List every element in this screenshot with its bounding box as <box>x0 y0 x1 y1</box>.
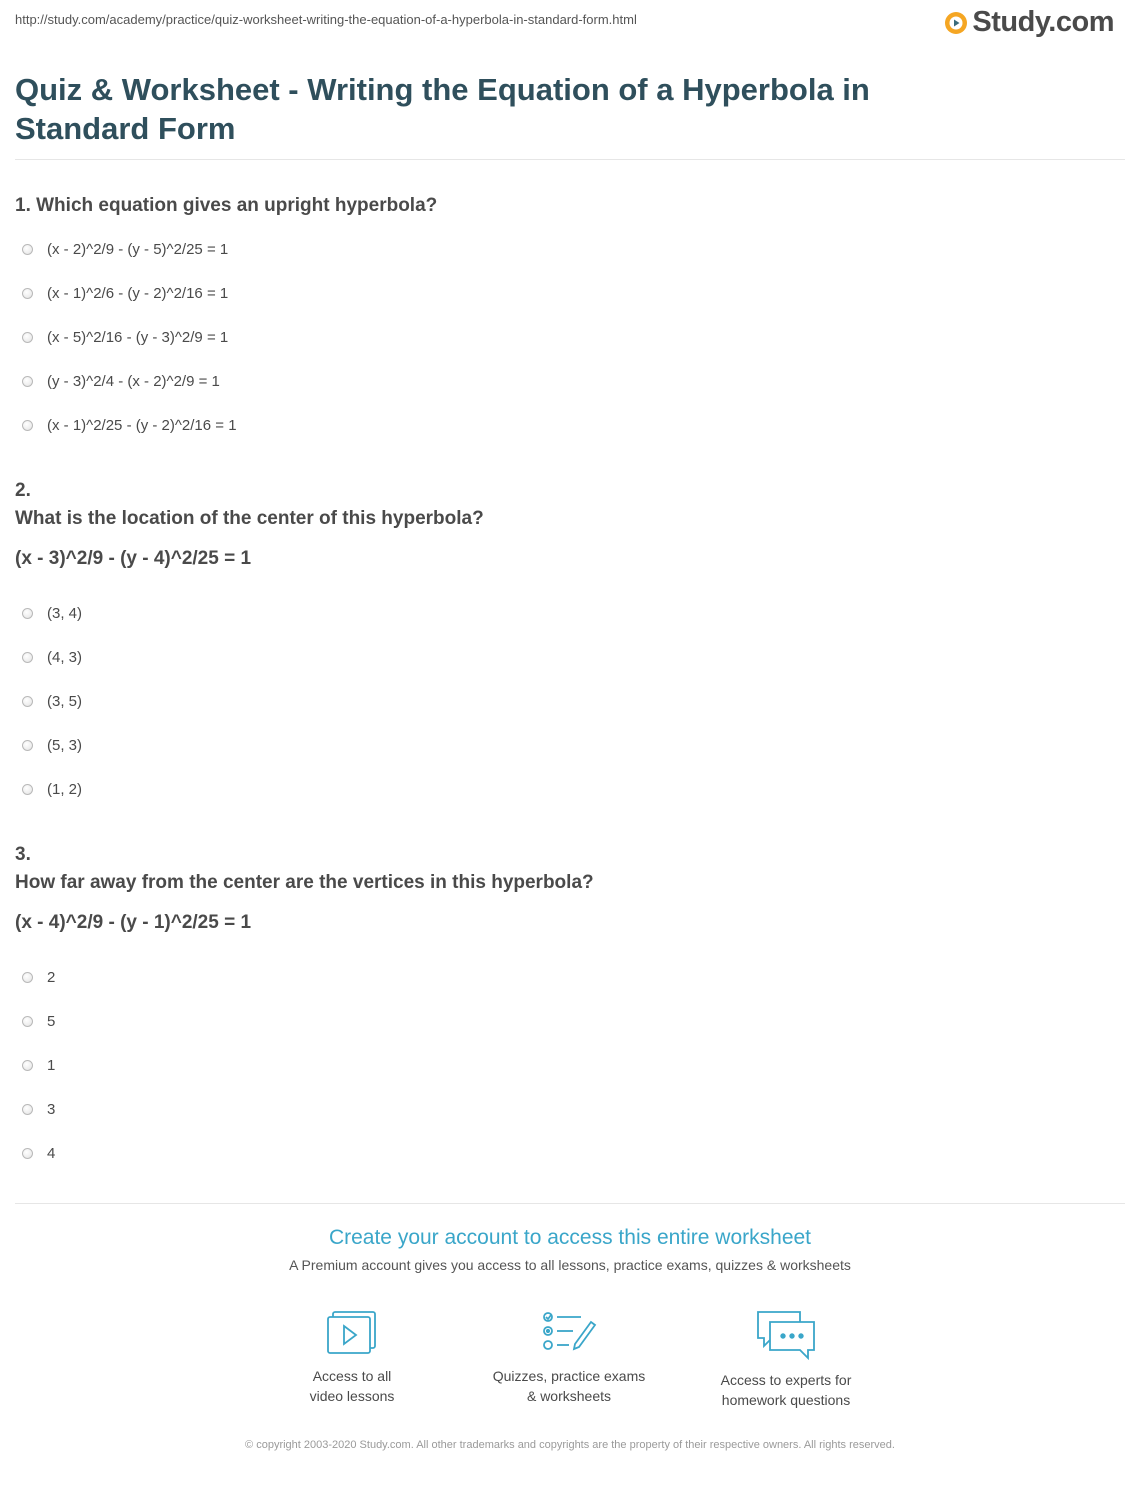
q2-option-3[interactable]: (3, 5) <box>22 691 82 711</box>
q3-option-4[interactable]: 3 <box>22 1099 55 1119</box>
radio-button[interactable] <box>22 740 33 751</box>
radio-button[interactable] <box>22 1104 33 1115</box>
feature-quizzes-line-2: & worksheets <box>526 1388 612 1404</box>
title-divider <box>15 159 1125 160</box>
page-title: Quiz & Worksheet - Writing the Equation of a Hyperbola in Standard Form <box>15 72 870 146</box>
question-2-heading: What is the location of the center of this hyperbola? <box>15 508 484 529</box>
feature-video-line-1: Access to all <box>312 1368 392 1384</box>
radio-button[interactable] <box>22 1148 33 1159</box>
feature-video-lessons <box>242 1310 462 1406</box>
radio-button[interactable] <box>22 244 33 255</box>
feature-experts-line-1: Access to experts for <box>720 1372 852 1388</box>
question-3-heading: How far away from the center are the vertices in this hyperbola? <box>15 872 594 893</box>
q2-option-1[interactable]: (3, 4) <box>22 603 82 623</box>
radio-button[interactable] <box>22 420 33 431</box>
cta-subtitle: A Premium account gives you access to all lessons, practice exams, quizzes & worksheets <box>289 1257 851 1273</box>
q2-option-4[interactable]: (5, 3) <box>22 735 82 755</box>
q1-option-5[interactable]: (x - 1)^2/25 - (y - 2)^2/16 = 1 <box>22 415 237 435</box>
question-2-number: 2. <box>15 480 31 501</box>
q1-option-1[interactable]: (x - 2)^2/9 - (y - 5)^2/25 = 1 <box>22 239 228 259</box>
q3-option-1[interactable]: 2 <box>22 967 55 987</box>
q2-option-5[interactable]: (1, 2) <box>22 779 82 799</box>
feature-experts <box>676 1310 896 1410</box>
radio-button[interactable] <box>22 376 33 387</box>
video-lessons-icon <box>325 1310 379 1356</box>
q1-option-4[interactable]: (y - 3)^2/4 - (x - 2)^2/9 = 1 <box>22 371 220 391</box>
q3-option-2[interactable]: 5 <box>22 1011 55 1031</box>
feature-quizzes-line-1: Quizzes, practice exams <box>492 1368 646 1384</box>
radio-button[interactable] <box>22 332 33 343</box>
quiz-checklist-icon <box>541 1310 597 1356</box>
radio-button[interactable] <box>22 1060 33 1071</box>
create-account-link[interactable]: Create your account to access this entire worksheet <box>328 1226 812 1249</box>
play-logo-icon <box>944 11 968 35</box>
page-url: http://study.com/academy/practice/quiz-worksheet-writing-the-equation-of-a-hyperbola-in-standard-form.html <box>15 12 637 27</box>
feature-quizzes <box>459 1310 679 1406</box>
q3-option-5[interactable]: 4 <box>22 1143 55 1163</box>
q1-option-3[interactable]: (x - 5)^2/16 - (y - 3)^2/9 = 1 <box>22 327 228 347</box>
radio-button[interactable] <box>22 652 33 663</box>
radio-button[interactable] <box>22 696 33 707</box>
cta-divider <box>15 1203 1125 1204</box>
copyright-text: © copyright 2003-2020 Study.com. All other trademarks and copyrights are the property of their respective owners. All rights reserved. <box>245 1439 895 1451</box>
question-1-heading: 1. Which equation gives an upright hyperbola? <box>15 195 438 216</box>
radio-button[interactable] <box>22 288 33 299</box>
radio-button[interactable] <box>22 608 33 619</box>
question-2-equation: (x - 3)^2/9 - (y - 4)^2/25 = 1 <box>15 548 252 569</box>
radio-button[interactable] <box>22 784 33 795</box>
question-3-equation: (x - 4)^2/9 - (y - 1)^2/25 = 1 <box>15 912 252 933</box>
logo-text: Study.com <box>972 6 1114 38</box>
feature-video-line-2: video lessons <box>309 1388 395 1404</box>
q1-option-2[interactable]: (x - 1)^2/6 - (y - 2)^2/16 = 1 <box>22 283 228 303</box>
feature-experts-line-2: homework questions <box>721 1392 851 1408</box>
q3-option-3[interactable]: 1 <box>22 1055 55 1075</box>
radio-button[interactable] <box>22 972 33 983</box>
study-logo[interactable] <box>944 6 1114 39</box>
chat-bubbles-icon <box>754 1310 818 1360</box>
radio-button[interactable] <box>22 1016 33 1027</box>
question-3-number: 3. <box>15 844 31 865</box>
q2-option-2[interactable]: (4, 3) <box>22 647 82 667</box>
